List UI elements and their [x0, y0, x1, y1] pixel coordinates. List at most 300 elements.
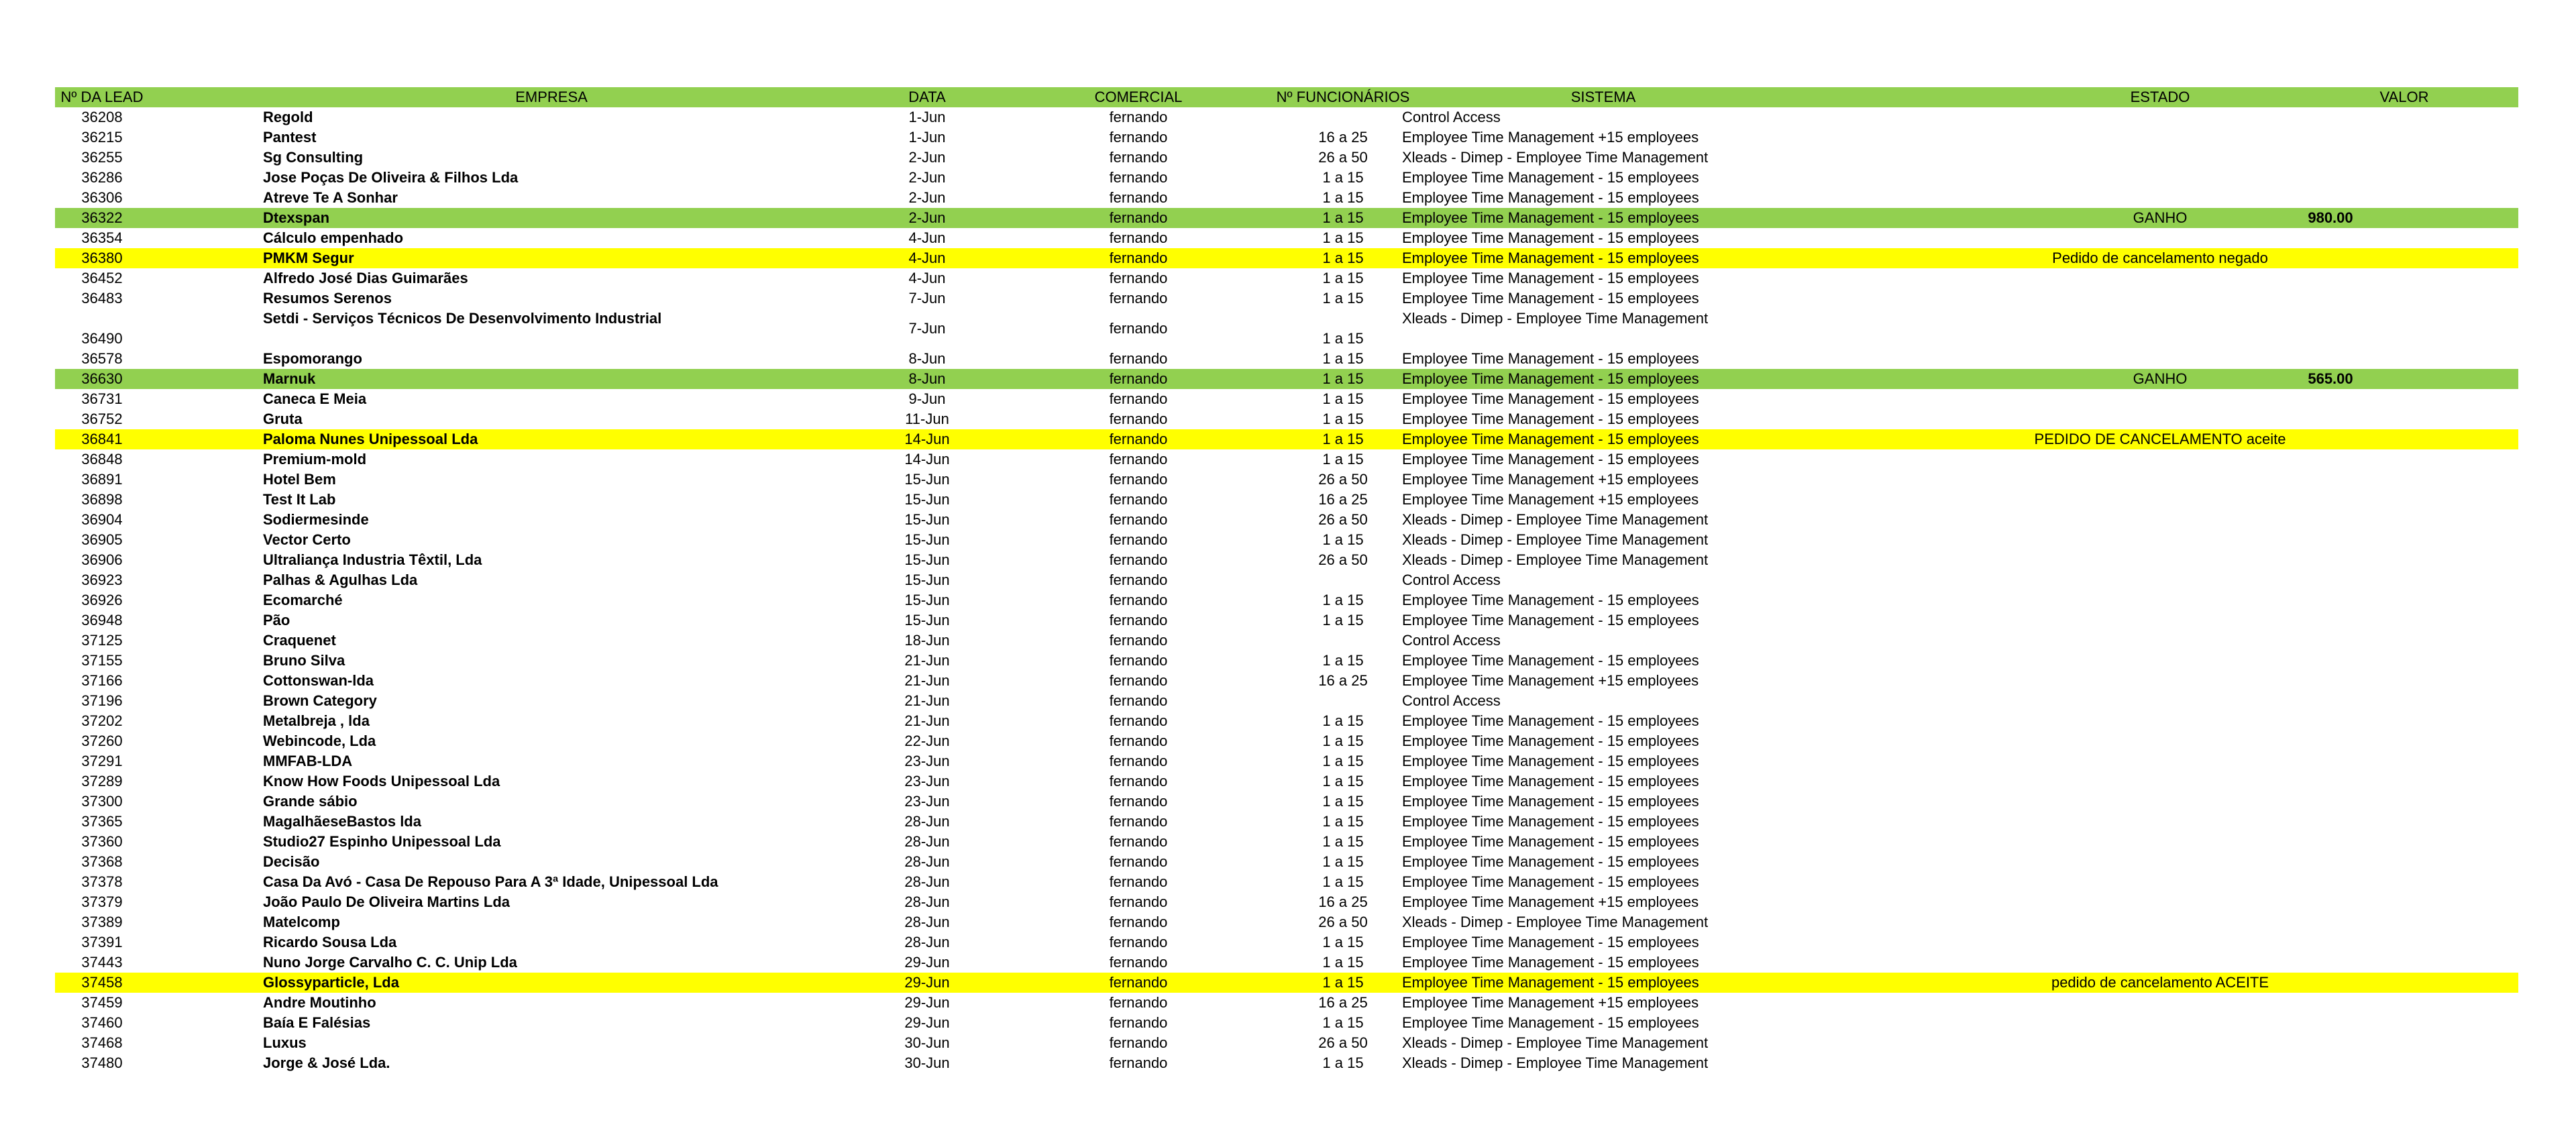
cell-funcionarios[interactable]: 26 a 50 — [1318, 471, 1368, 488]
cell-sistema[interactable]: Employee Time Management +15 employees — [1402, 672, 1699, 689]
cell-sistema[interactable]: Xleads - Dimep - Employee Time Management — [1402, 511, 1709, 528]
cell-comercial[interactable]: fernando — [1109, 451, 1168, 468]
table-row[interactable] — [55, 932, 2518, 952]
cell-empresa[interactable]: Paloma Nunes Unipessoal Lda — [263, 431, 478, 447]
table-row[interactable] — [55, 832, 2518, 852]
cell-valor[interactable] — [2243, 248, 2418, 268]
cell-valor[interactable] — [2243, 389, 2418, 409]
cell-funcionarios[interactable]: 16 a 25 — [1318, 672, 1368, 689]
cell-valor[interactable] — [2243, 550, 2418, 570]
cell-empresa[interactable]: Ricardo Sousa Lda — [263, 934, 397, 950]
cell-data[interactable]: 29-Jun — [904, 994, 950, 1011]
cell-funcionarios[interactable]: 16 a 25 — [1318, 994, 1368, 1011]
cell-data[interactable]: 28-Jun — [904, 853, 950, 870]
cell-comercial[interactable]: fernando — [1109, 592, 1168, 608]
cell-comercial[interactable]: fernando — [1109, 270, 1168, 286]
cell-sistema[interactable]: Employee Time Management - 15 employees — [1402, 934, 1699, 950]
cell-lead[interactable]: 36891 — [81, 471, 123, 488]
cell-funcionarios[interactable]: 26 a 50 — [1318, 149, 1368, 166]
cell-valor[interactable] — [2243, 510, 2418, 530]
table-row[interactable] — [55, 952, 2518, 973]
cell-sistema[interactable]: Employee Time Management - 15 employees — [1402, 350, 1699, 367]
cell-empresa[interactable]: Atreve Te A Sonhar — [263, 189, 398, 206]
cell-valor[interactable] — [2243, 228, 2418, 248]
cell-sistema[interactable]: Employee Time Management - 15 employees — [1402, 451, 1699, 468]
cell-funcionarios[interactable]: 1 a 15 — [1322, 793, 1364, 810]
cell-empresa[interactable]: Setdi - Serviços Técnicos De Desenvolvimento Industrial — [263, 310, 662, 327]
cell-sistema[interactable]: Employee Time Management - 15 employees — [1402, 229, 1699, 246]
cell-empresa[interactable]: Baía E Falésias — [263, 1014, 371, 1031]
table-row[interactable] — [55, 409, 2518, 429]
cell-funcionarios[interactable]: 26 a 50 — [1318, 551, 1368, 568]
cell-comercial[interactable]: fernando — [1109, 853, 1168, 870]
cell-empresa[interactable]: PMKM Segur — [263, 250, 354, 266]
cell-data[interactable]: 28-Jun — [904, 914, 950, 930]
cell-sistema[interactable]: Employee Time Management - 15 employees — [1402, 431, 1699, 447]
cell-data[interactable]: 4-Jun — [908, 250, 946, 266]
cell-funcionarios[interactable]: 1 a 15 — [1322, 1054, 1364, 1071]
cell-lead[interactable]: 37291 — [81, 753, 123, 769]
cell-sistema[interactable]: Employee Time Management - 15 employees — [1402, 833, 1699, 850]
cell-empresa[interactable]: Jorge & José Lda. — [263, 1054, 390, 1071]
cell-empresa[interactable]: Nuno Jorge Carvalho C. C. Unip Lda — [263, 954, 517, 971]
cell-data[interactable]: 2-Jun — [908, 189, 946, 206]
cell-empresa[interactable]: Alfredo José Dias Guimarães — [263, 270, 468, 286]
cell-valor[interactable] — [2243, 631, 2418, 651]
cell-sistema[interactable]: Employee Time Management - 15 employees — [1402, 411, 1699, 427]
cell-comercial[interactable]: fernando — [1109, 652, 1168, 669]
cell-sistema[interactable]: Control Access — [1402, 571, 1501, 588]
cell-funcionarios[interactable]: 1 a 15 — [1322, 531, 1364, 548]
cell-funcionarios[interactable]: 16 a 25 — [1318, 129, 1368, 146]
cell-lead[interactable]: 37166 — [81, 672, 123, 689]
cell-sistema[interactable]: Employee Time Management - 15 employees — [1402, 954, 1699, 971]
cell-estado[interactable]: PEDIDO DE CANCELAMENTO aceite — [2034, 431, 2286, 447]
cell-valor[interactable] — [2243, 792, 2418, 812]
cell-valor[interactable] — [2243, 1033, 2418, 1053]
cell-valor[interactable] — [2243, 449, 2418, 470]
cell-funcionarios[interactable]: 1 a 15 — [1322, 1014, 1364, 1031]
cell-lead[interactable]: 37379 — [81, 893, 123, 910]
cell-comercial[interactable]: fernando — [1109, 1014, 1168, 1031]
cell-valor[interactable] — [2243, 309, 2418, 349]
cell-valor[interactable] — [2243, 751, 2418, 771]
cell-valor[interactable] — [2243, 952, 2418, 973]
cell-empresa[interactable]: Metalbreja , lda — [263, 712, 370, 729]
cell-funcionarios[interactable]: 1 a 15 — [1322, 652, 1364, 669]
cell-data[interactable]: 1-Jun — [908, 129, 946, 146]
cell-empresa[interactable]: Decisão — [263, 853, 320, 870]
cell-lead[interactable]: 37460 — [81, 1014, 123, 1031]
cell-empresa[interactable]: Regold — [263, 109, 313, 125]
cell-data[interactable]: 15-Jun — [904, 571, 950, 588]
cell-lead[interactable]: 37360 — [81, 833, 123, 850]
cell-comercial[interactable]: fernando — [1109, 954, 1168, 971]
cell-sistema[interactable]: Employee Time Management - 15 employees — [1402, 652, 1699, 669]
cell-sistema[interactable]: Xleads - Dimep - Employee Time Management — [1402, 531, 1709, 548]
cell-lead[interactable]: 36452 — [81, 270, 123, 286]
cell-empresa[interactable]: Craquenet — [263, 632, 336, 649]
cell-valor[interactable] — [2243, 852, 2418, 872]
cell-empresa[interactable]: Ultraliança Industria Têxtil, Lda — [263, 551, 482, 568]
table-row[interactable] — [55, 228, 2518, 248]
cell-comercial[interactable]: fernando — [1109, 411, 1168, 427]
cell-sistema[interactable]: Employee Time Management - 15 employees — [1402, 189, 1699, 206]
cell-comercial[interactable]: fernando — [1109, 471, 1168, 488]
cell-sistema[interactable]: Employee Time Management - 15 employees — [1402, 974, 1699, 991]
table-row[interactable] — [55, 248, 2518, 268]
table-row[interactable] — [55, 912, 2518, 932]
cell-data[interactable]: 15-Jun — [904, 612, 950, 629]
table-row[interactable] — [55, 1053, 2518, 1073]
cell-data[interactable]: 29-Jun — [904, 974, 950, 991]
cell-funcionarios[interactable]: 1 a 15 — [1322, 833, 1364, 850]
cell-valor[interactable] — [2243, 429, 2418, 449]
cell-funcionarios[interactable]: 1 a 15 — [1322, 189, 1364, 206]
cell-comercial[interactable]: fernando — [1109, 571, 1168, 588]
cell-funcionarios[interactable]: 1 a 15 — [1322, 873, 1364, 890]
cell-funcionarios[interactable]: 1 a 15 — [1322, 229, 1364, 246]
cell-sistema[interactable]: Employee Time Management - 15 employees — [1402, 209, 1699, 226]
cell-valor[interactable] — [2243, 570, 2418, 590]
cell-data[interactable]: 30-Jun — [904, 1054, 950, 1071]
cell-empresa[interactable]: Premium-mold — [263, 451, 367, 468]
cell-valor[interactable] — [2243, 610, 2418, 631]
cell-comercial[interactable]: fernando — [1109, 390, 1168, 407]
table-row[interactable] — [55, 812, 2518, 832]
cell-sistema[interactable]: Employee Time Management +15 employees — [1402, 491, 1699, 508]
cell-empresa[interactable]: Cottonswan-lda — [263, 672, 374, 689]
cell-empresa[interactable]: Pantest — [263, 129, 317, 146]
cell-lead[interactable]: 36578 — [81, 350, 123, 367]
cell-comercial[interactable]: fernando — [1109, 833, 1168, 850]
cell-data[interactable]: 9-Jun — [908, 390, 946, 407]
cell-comercial[interactable]: fernando — [1109, 370, 1168, 387]
cell-sistema[interactable]: Employee Time Management - 15 employees — [1402, 390, 1699, 407]
cell-sistema[interactable]: Xleads - Dimep - Employee Time Management — [1402, 551, 1709, 568]
cell-comercial[interactable]: fernando — [1109, 109, 1168, 125]
cell-sistema[interactable]: Control Access — [1402, 692, 1501, 709]
cell-lead[interactable]: 37125 — [81, 632, 123, 649]
header-funcionarios[interactable]: Nº FUNCIONÁRIOS — [1276, 89, 1410, 105]
cell-funcionarios[interactable]: 1 a 15 — [1322, 330, 1364, 347]
cell-comercial[interactable]: fernando — [1109, 873, 1168, 890]
cell-comercial[interactable]: fernando — [1109, 893, 1168, 910]
cell-comercial[interactable]: fernando — [1109, 290, 1168, 307]
table-row[interactable] — [55, 550, 2518, 570]
cell-sistema[interactable]: Xleads - Dimep - Employee Time Management — [1402, 1054, 1709, 1071]
header-data[interactable]: DATA — [908, 89, 946, 105]
table-row[interactable] — [55, 872, 2518, 892]
cell-empresa[interactable]: Jose Poças De Oliveira & Filhos Lda — [263, 169, 519, 186]
cell-lead[interactable]: 36322 — [81, 209, 123, 226]
cell-lead[interactable]: 37391 — [81, 934, 123, 950]
cell-lead[interactable]: 36905 — [81, 531, 123, 548]
cell-lead[interactable]: 36848 — [81, 451, 123, 468]
cell-funcionarios[interactable]: 1 a 15 — [1322, 974, 1364, 991]
cell-sistema[interactable]: Employee Time Management - 15 employees — [1402, 1014, 1699, 1031]
cell-comercial[interactable]: fernando — [1109, 169, 1168, 186]
cell-funcionarios[interactable]: 26 a 50 — [1318, 914, 1368, 930]
cell-lead[interactable]: 36752 — [81, 411, 123, 427]
cell-data[interactable]: 21-Jun — [904, 712, 950, 729]
cell-lead[interactable]: 36255 — [81, 149, 123, 166]
cell-empresa[interactable]: Gruta — [263, 411, 303, 427]
table-row[interactable] — [55, 792, 2518, 812]
cell-data[interactable]: 1-Jun — [908, 109, 946, 125]
table-row[interactable] — [55, 349, 2518, 369]
cell-sistema[interactable]: Employee Time Management - 15 employees — [1402, 250, 1699, 266]
cell-lead[interactable]: 36306 — [81, 189, 123, 206]
header-empresa[interactable]: EMPRESA — [515, 89, 588, 105]
cell-data[interactable]: 28-Jun — [904, 813, 950, 830]
cell-lead[interactable]: 37389 — [81, 914, 123, 930]
cell-data[interactable]: 7-Jun — [908, 290, 946, 307]
cell-sistema[interactable]: Employee Time Management +15 employees — [1402, 471, 1699, 488]
cell-comercial[interactable]: fernando — [1109, 914, 1168, 930]
table-row[interactable] — [55, 208, 2518, 228]
table-row[interactable] — [55, 268, 2518, 288]
header-comercial[interactable]: COMERCIAL — [1094, 89, 1183, 105]
cell-comercial[interactable]: fernando — [1109, 632, 1168, 649]
cell-funcionarios[interactable]: 1 a 15 — [1322, 592, 1364, 608]
cell-comercial[interactable]: fernando — [1109, 1054, 1168, 1071]
cell-funcionarios[interactable]: 1 a 15 — [1322, 853, 1364, 870]
cell-comercial[interactable]: fernando — [1109, 773, 1168, 789]
cell-funcionarios[interactable]: 1 a 15 — [1322, 451, 1364, 468]
cell-data[interactable]: 21-Jun — [904, 692, 950, 709]
cell-data[interactable]: 22-Jun — [904, 732, 950, 749]
cell-valor[interactable] — [2243, 912, 2418, 932]
cell-valor[interactable] — [2243, 1053, 2418, 1073]
cell-sistema[interactable]: Xleads - Dimep - Employee Time Management — [1402, 149, 1709, 166]
cell-funcionarios[interactable]: 1 a 15 — [1322, 290, 1364, 307]
cell-funcionarios[interactable]: 1 a 15 — [1322, 370, 1364, 387]
cell-empresa[interactable]: Caneca E Meia — [263, 390, 367, 407]
cell-valor[interactable]: 980.00 — [2308, 209, 2353, 226]
cell-funcionarios[interactable]: 26 a 50 — [1318, 511, 1368, 528]
cell-valor[interactable] — [2243, 288, 2418, 309]
table-row[interactable] — [55, 510, 2518, 530]
header-lead[interactable]: Nº DA LEAD — [60, 89, 144, 105]
cell-data[interactable]: 4-Jun — [908, 270, 946, 286]
cell-empresa[interactable]: Grande sábio — [263, 793, 358, 810]
cell-empresa[interactable]: Casa Da Avó - Casa De Repouso Para A 3ª Idade, Unipessoal Lda — [263, 873, 718, 890]
cell-comercial[interactable]: fernando — [1109, 994, 1168, 1011]
cell-comercial[interactable]: fernando — [1109, 431, 1168, 447]
cell-comercial[interactable]: fernando — [1109, 732, 1168, 749]
cell-lead[interactable]: 36286 — [81, 169, 123, 186]
cell-lead[interactable]: 37300 — [81, 793, 123, 810]
cell-funcionarios[interactable]: 26 a 50 — [1318, 1034, 1368, 1051]
cell-data[interactable]: 23-Jun — [904, 753, 950, 769]
cell-sistema[interactable]: Employee Time Management - 15 employees — [1402, 853, 1699, 870]
cell-valor[interactable] — [2243, 892, 2418, 912]
cell-data[interactable]: 2-Jun — [908, 169, 946, 186]
cell-data[interactable]: 14-Jun — [904, 451, 950, 468]
table-row[interactable] — [55, 490, 2518, 510]
cell-data[interactable]: 15-Jun — [904, 491, 950, 508]
cell-sistema[interactable]: Xleads - Dimep - Employee Time Management — [1402, 914, 1709, 930]
cell-lead[interactable]: 36898 — [81, 491, 123, 508]
cell-valor[interactable] — [2243, 349, 2418, 369]
cell-lead[interactable]: 36490 — [81, 330, 123, 347]
cell-empresa[interactable]: Glossyparticle, Lda — [263, 974, 399, 991]
cell-comercial[interactable]: fernando — [1109, 793, 1168, 810]
table-row[interactable] — [55, 127, 2518, 148]
cell-funcionarios[interactable]: 1 a 15 — [1322, 209, 1364, 226]
cell-data[interactable]: 18-Jun — [904, 632, 950, 649]
cell-data[interactable]: 2-Jun — [908, 209, 946, 226]
cell-sistema[interactable]: Control Access — [1402, 109, 1501, 125]
cell-data[interactable]: 8-Jun — [908, 370, 946, 387]
cell-funcionarios[interactable]: 1 a 15 — [1322, 753, 1364, 769]
header-estado[interactable]: ESTADO — [2130, 89, 2190, 105]
cell-lead[interactable]: 37378 — [81, 873, 123, 890]
cell-data[interactable]: 23-Jun — [904, 793, 950, 810]
cell-sistema[interactable]: Employee Time Management - 15 employees — [1402, 813, 1699, 830]
cell-valor[interactable] — [2243, 470, 2418, 490]
cell-valor[interactable] — [2243, 731, 2418, 751]
cell-data[interactable]: 11-Jun — [905, 411, 949, 427]
cell-funcionarios[interactable]: 1 a 15 — [1322, 954, 1364, 971]
table-row[interactable] — [55, 530, 2518, 550]
cell-funcionarios[interactable]: 1 a 15 — [1322, 411, 1364, 427]
table-row[interactable] — [55, 751, 2518, 771]
cell-data[interactable]: 28-Jun — [904, 833, 950, 850]
cell-lead[interactable]: 36841 — [81, 431, 123, 447]
cell-data[interactable]: 15-Jun — [904, 592, 950, 608]
cell-sistema[interactable]: Employee Time Management - 15 employees — [1402, 732, 1699, 749]
cell-valor[interactable]: 565.00 — [2308, 370, 2353, 387]
table-row[interactable] — [55, 449, 2518, 470]
cell-lead[interactable]: 37468 — [81, 1034, 123, 1051]
table-row[interactable] — [55, 771, 2518, 792]
cell-sistema[interactable]: Control Access — [1402, 632, 1501, 649]
cell-lead[interactable]: 36215 — [81, 129, 123, 146]
cell-lead[interactable]: 37202 — [81, 712, 123, 729]
table-row[interactable] — [55, 671, 2518, 691]
cell-lead[interactable]: 37368 — [81, 853, 123, 870]
cell-sistema[interactable]: Employee Time Management - 15 employees — [1402, 270, 1699, 286]
cell-comercial[interactable]: fernando — [1109, 753, 1168, 769]
header-valor[interactable]: VALOR — [2379, 89, 2429, 105]
cell-funcionarios[interactable]: 1 a 15 — [1322, 250, 1364, 266]
cell-funcionarios[interactable]: 1 a 15 — [1322, 813, 1364, 830]
cell-valor[interactable] — [2243, 812, 2418, 832]
table-row[interactable] — [55, 731, 2518, 751]
cell-lead[interactable]: 36731 — [81, 390, 123, 407]
cell-estado[interactable]: GANHO — [2133, 370, 2188, 387]
cell-empresa[interactable]: Sodiermesinde — [263, 511, 369, 528]
cell-estado[interactable]: Pedido de cancelamento negado — [2052, 250, 2268, 266]
cell-valor[interactable] — [2243, 1013, 2418, 1033]
cell-funcionarios[interactable]: 1 a 15 — [1322, 934, 1364, 950]
cell-funcionarios[interactable]: 1 a 15 — [1322, 350, 1364, 367]
cell-sistema[interactable]: Employee Time Management +15 employees — [1402, 994, 1699, 1011]
cell-valor[interactable] — [2243, 268, 2418, 288]
cell-comercial[interactable]: fernando — [1109, 1034, 1168, 1051]
cell-data[interactable]: 7-Jun — [908, 320, 946, 337]
table-row[interactable] — [55, 631, 2518, 651]
cell-sistema[interactable]: Employee Time Management - 15 employees — [1402, 873, 1699, 890]
cell-data[interactable]: 21-Jun — [904, 652, 950, 669]
table-row[interactable] — [55, 691, 2518, 711]
table-row[interactable] — [55, 309, 2518, 349]
cell-data[interactable]: 23-Jun — [904, 773, 950, 789]
table-row[interactable] — [55, 1013, 2518, 1033]
cell-empresa[interactable]: Vector Certo — [263, 531, 351, 548]
table-row[interactable] — [55, 993, 2518, 1013]
cell-comercial[interactable]: fernando — [1109, 320, 1168, 337]
cell-lead[interactable]: 37196 — [81, 692, 123, 709]
cell-empresa[interactable]: Dtexspan — [263, 209, 330, 226]
cell-funcionarios[interactable]: 1 a 15 — [1322, 773, 1364, 789]
cell-lead[interactable]: 36904 — [81, 511, 123, 528]
cell-valor[interactable] — [2243, 107, 2418, 127]
table-row[interactable] — [55, 369, 2518, 389]
table-row[interactable] — [55, 852, 2518, 872]
cell-valor[interactable] — [2243, 711, 2418, 731]
cell-lead[interactable]: 36208 — [81, 109, 123, 125]
cell-funcionarios[interactable]: 1 a 15 — [1322, 431, 1364, 447]
cell-comercial[interactable]: fernando — [1109, 229, 1168, 246]
cell-valor[interactable] — [2243, 872, 2418, 892]
cell-empresa[interactable]: Brown Category — [263, 692, 377, 709]
cell-empresa[interactable]: MagalhãeseBastos lda — [263, 813, 421, 830]
cell-funcionarios[interactable]: 1 a 15 — [1322, 390, 1364, 407]
cell-valor[interactable] — [2243, 973, 2418, 993]
cell-empresa[interactable]: João Paulo De Oliveira Martins Lda — [263, 893, 510, 910]
cell-lead[interactable]: 37260 — [81, 732, 123, 749]
table-row[interactable] — [55, 429, 2518, 449]
cell-lead[interactable]: 37459 — [81, 994, 123, 1011]
cell-empresa[interactable]: Andre Moutinho — [263, 994, 376, 1011]
cell-valor[interactable] — [2243, 590, 2418, 610]
cell-data[interactable]: 4-Jun — [908, 229, 946, 246]
cell-valor[interactable] — [2243, 651, 2418, 671]
cell-valor[interactable] — [2243, 993, 2418, 1013]
cell-comercial[interactable]: fernando — [1109, 491, 1168, 508]
table-row[interactable] — [55, 107, 2518, 127]
table-row[interactable] — [55, 188, 2518, 208]
cell-data[interactable]: 15-Jun — [904, 551, 950, 568]
cell-lead[interactable]: 36630 — [81, 370, 123, 387]
cell-lead[interactable]: 37458 — [81, 974, 123, 991]
cell-comercial[interactable]: fernando — [1109, 551, 1168, 568]
cell-empresa[interactable]: Test It Lab — [263, 491, 336, 508]
cell-comercial[interactable]: fernando — [1109, 974, 1168, 991]
cell-sistema[interactable]: Xleads - Dimep - Employee Time Management — [1402, 1034, 1709, 1051]
cell-comercial[interactable]: fernando — [1109, 712, 1168, 729]
cell-valor[interactable] — [2243, 932, 2418, 952]
cell-comercial[interactable]: fernando — [1109, 692, 1168, 709]
table-row[interactable] — [55, 288, 2518, 309]
cell-data[interactable]: 15-Jun — [904, 511, 950, 528]
cell-empresa[interactable]: Hotel Bem — [263, 471, 336, 488]
table-row[interactable] — [55, 570, 2518, 590]
cell-valor[interactable] — [2243, 771, 2418, 792]
cell-empresa[interactable]: Pão — [263, 612, 290, 629]
table-row[interactable] — [55, 389, 2518, 409]
cell-empresa[interactable]: Espomorango — [263, 350, 362, 367]
cell-lead[interactable]: 37365 — [81, 813, 123, 830]
cell-valor[interactable] — [2243, 671, 2418, 691]
cell-sistema[interactable]: Employee Time Management - 15 employees — [1402, 773, 1699, 789]
cell-comercial[interactable]: fernando — [1109, 149, 1168, 166]
cell-sistema[interactable]: Employee Time Management - 15 employees — [1402, 753, 1699, 769]
cell-funcionarios[interactable]: 1 a 15 — [1322, 712, 1364, 729]
